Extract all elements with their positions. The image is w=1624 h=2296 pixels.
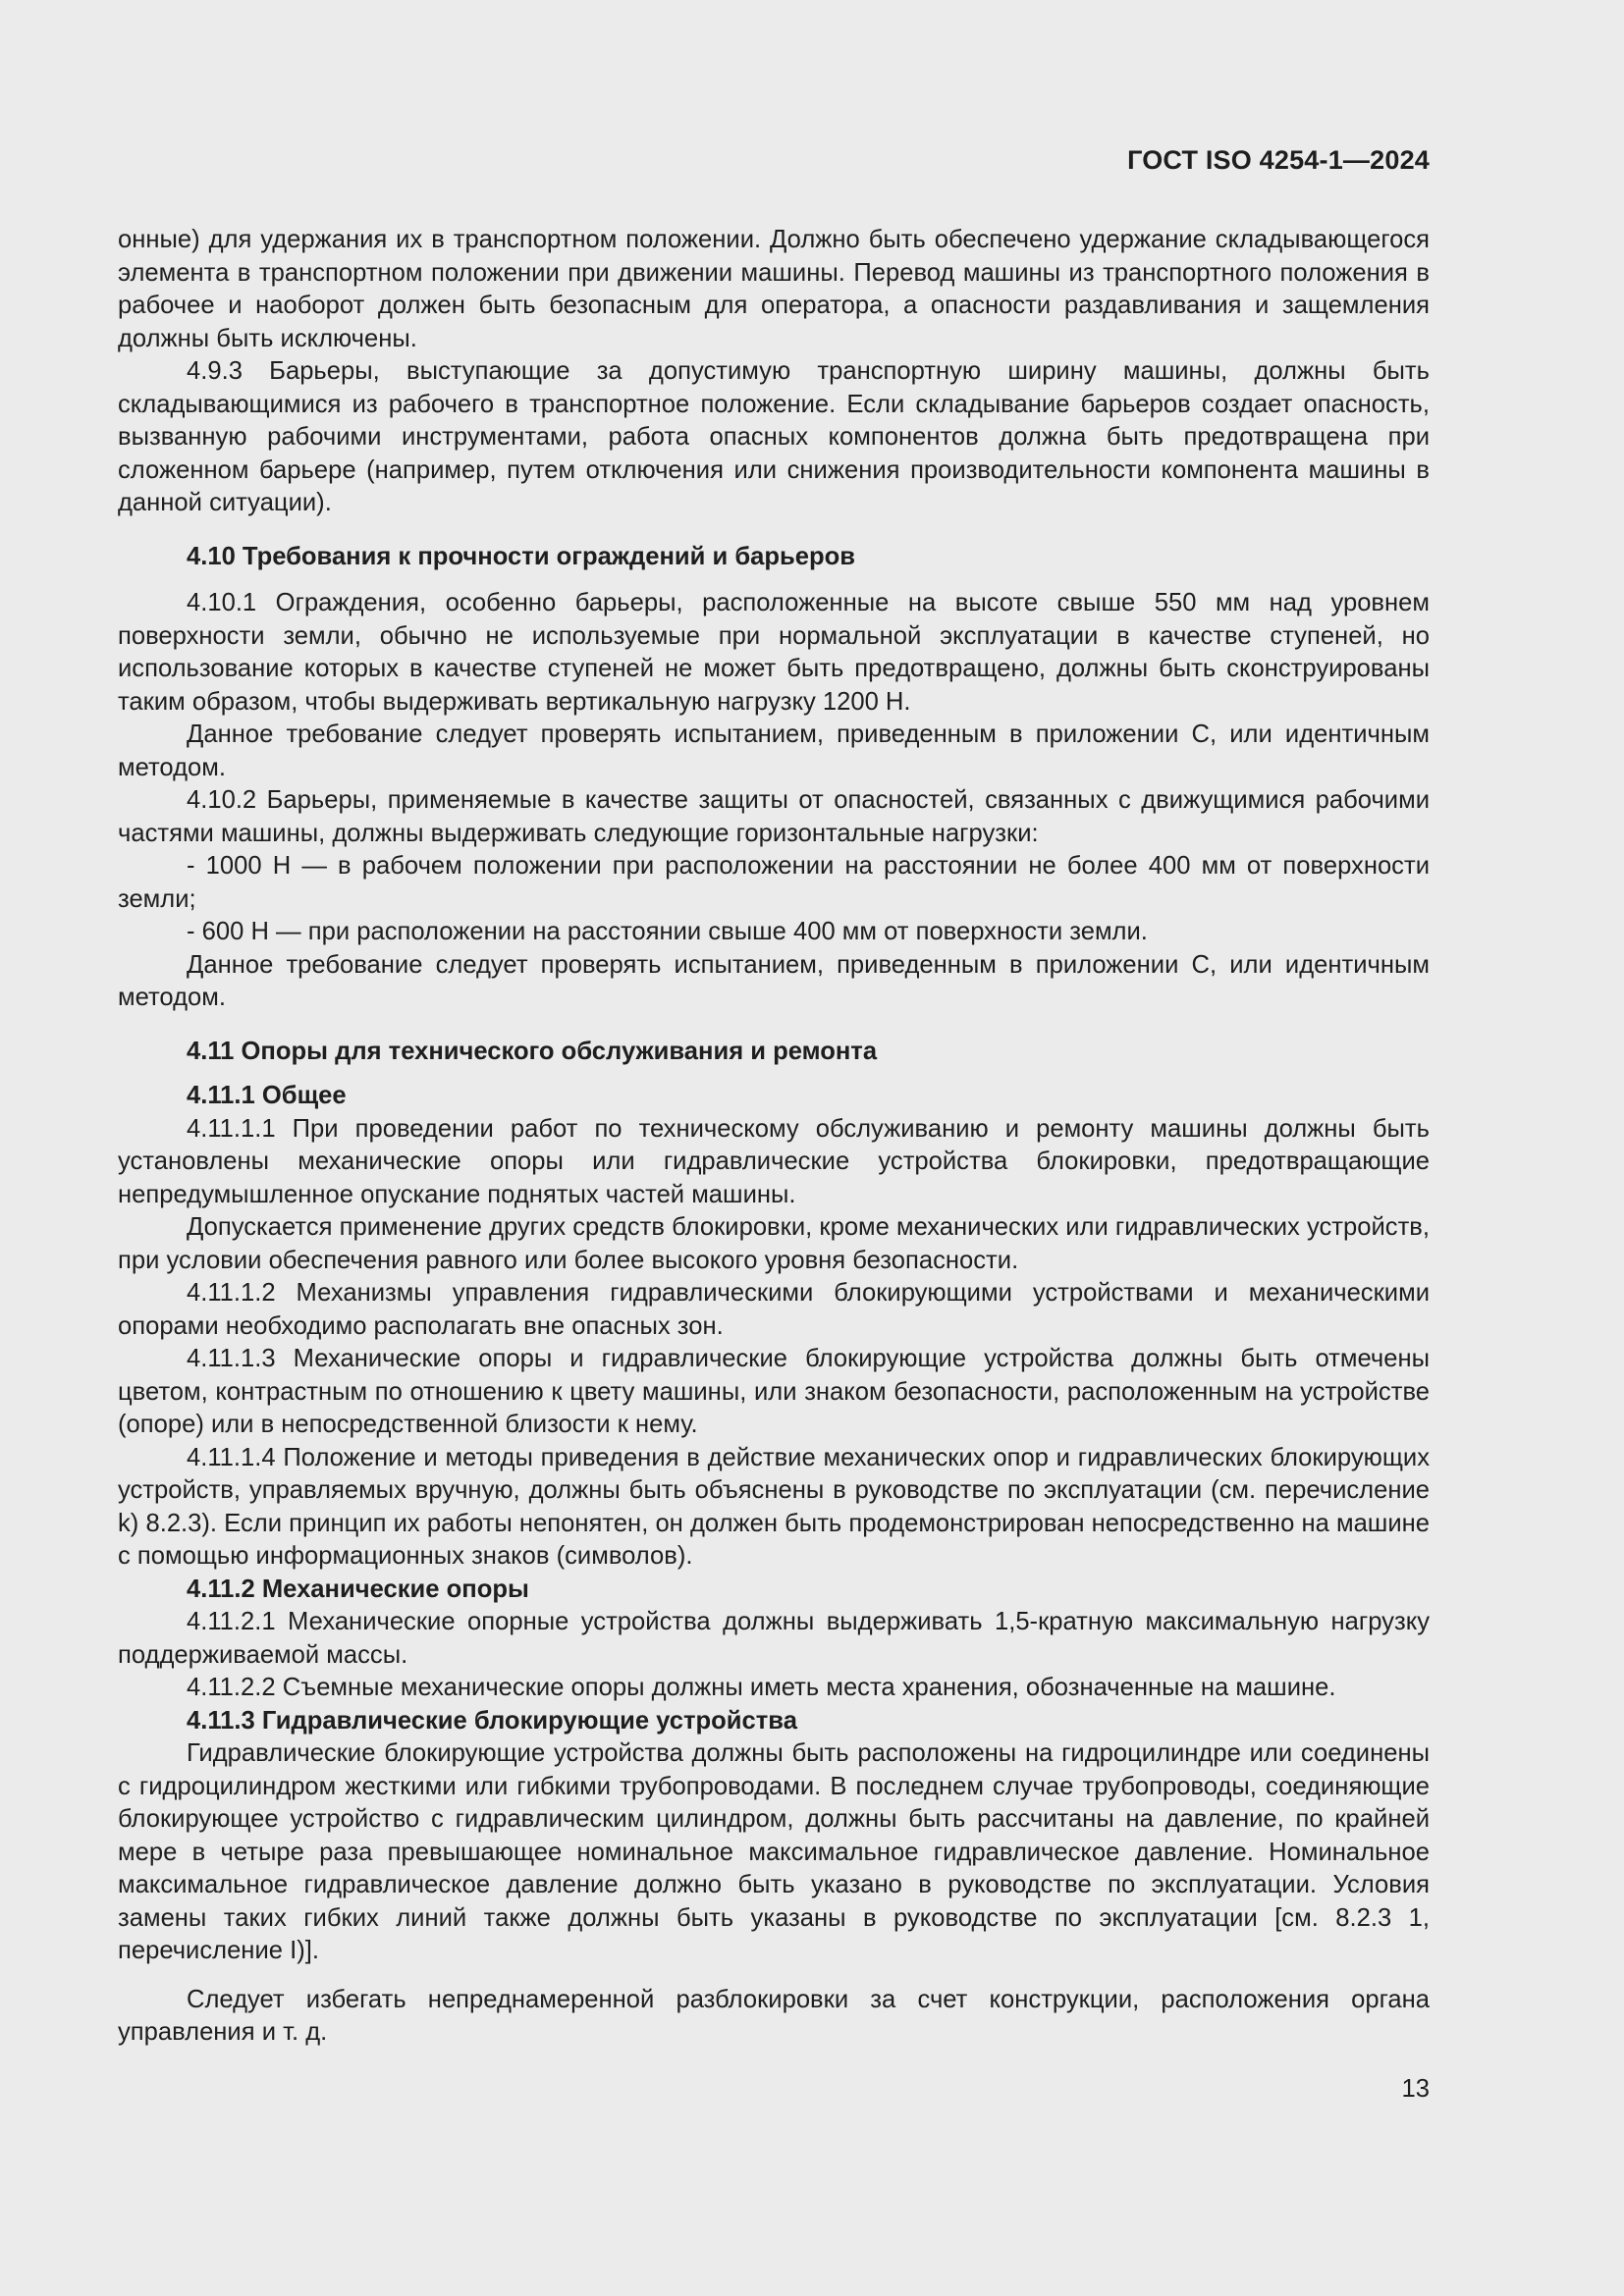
- paragraph-4-11-1-4: 4.11.1.4 Положение и методы приведения в действие механических опор и гидравлических блокирующих устройств, управляемых вручную, должны быть объяснены в руководстве по эксплуатации (см. перечисление k) 8.2.3). Если принцип их работы непонятен, он должен быть продемонстрирован непосредственно на машине с помощью информационных знаков (символов).: [118, 1443, 1430, 1570]
- paragraph-4-11-2-2: 4.11.2.2 Съемные механические опоры должны иметь места хранения, обозначенные на машине.: [187, 1674, 1336, 1701]
- paragraph-verification-1: Данное требование следует проверять испытанием, приведенным в приложении С, или идентичным методом.: [118, 721, 1430, 781]
- paragraph-other-means: Допускается применение других средств блокировки, кроме механических или гидравлических устройств, при условии обеспечения равного или более высокого уровня безопасности.: [118, 1213, 1430, 1274]
- list-item-load-1000: - 1000 Н — в рабочем положении при расположении на расстоянии не более 400 мм от поверхности земли;: [118, 852, 1430, 913]
- paragraph-verification-2: Данное требование следует проверять испытанием, приведенным в приложении С, или идентичным методом.: [118, 950, 1430, 1011]
- paragraph-4-11-2-1: 4.11.2.1 Механические опорные устройства должны выдерживать 1,5-кратную максимальную нагрузку поддерживаемой массы.: [118, 1608, 1430, 1669]
- list-item-load-600: - 600 Н — при расположении на расстоянии свыше 400 мм от поверхности земли.: [187, 918, 1148, 945]
- subsection-heading-4-11-2: 4.11.2 Механические опоры: [187, 1575, 529, 1603]
- paragraph-4-11-1-1: 4.11.1.1 При проведении работ по техническому обслуживанию и ремонту машины должны быть установлены механические опоры или гидравлические устройства блокировки, предотвращающие непредумышленное опускание поднятых частей машины.: [118, 1114, 1430, 1208]
- paragraph-continuation: онные) для удержания их в транспортном положении. Должно быть обеспечено удержание складывающегося элемента в транспортном положении при движении машины. Перевод машины из транспортного положения в рабочее и наоборот должен быть безопасным для оператора, а опасности раздавливания и защемления должны быть исключены.: [118, 226, 1430, 352]
- page-body: [118, 224, 1430, 2050]
- paragraph-4-11-1-2: 4.11.1.2 Механизмы управления гидравлическими блокирующими устройствами и механическими опорами необходимо располагать вне опасных зон.: [118, 1279, 1430, 1340]
- paragraph-4-10-1: 4.10.1 Ограждения, особенно барьеры, расположенные на высоте свыше 550 мм над уровнем поверхности земли, обычно не используемые при нормальной эксплуатации в качестве ступеней, но использование которых в качестве ступеней не может быть предотвращено, должны быть сконструированы таким образом, чтобы выдерживать вертикальную нагрузку 1200 Н.: [118, 589, 1430, 716]
- paragraph-4-11-1-3: 4.11.1.3 Механические опоры и гидравлические блокирующие устройства должны быть отмечены цветом, контрастным по отношению к цвету машины, или знаком безопасности, расположенным на устройстве (опоре) или в непосредственной близости к нему.: [118, 1345, 1430, 1438]
- page-number: 13: [1401, 2075, 1430, 2103]
- paragraph-4-9-3: 4.9.3 Барьеры, выступающие за допустимую транспортную ширину машины, должны быть складывающимися из рабочего в транспортное положение. Если складывание барьеров создает опасность, вызванную рабочими инструментами, работа опасных компонентов должна быть предотвращена при сложенном барьере (например, путем отключения или снижения производительности компонента машины в данной ситуации).: [118, 357, 1430, 516]
- subsection-heading-4-11-1: 4.11.1 Общее: [187, 1082, 347, 1109]
- subsection-heading-4-11-3: 4.11.3 Гидравлические блокирующие устройства: [187, 1706, 797, 1735]
- paragraph-unintended-unlock: Следует избегать непреднамеренной разблокировки за счет конструкции, расположения органа управления и т. д.: [118, 1985, 1430, 2046]
- paragraph-4-10-2: 4.10.2 Барьеры, применяемые в качестве защиты от опасностей, связанных с движущимися рабочими частями машины, должны выдерживать следующие горизонтальные нагрузки:: [118, 786, 1430, 847]
- document-header: ГОСТ ISO 4254-1—2024: [1127, 145, 1430, 175]
- paragraph-hydraulic-locking: Гидравлические блокирующие устройства должны быть расположены на гидроцилиндре или соединены с гидроцилиндром жесткими или гибкими трубопроводами. В последнем случае трубопроводы, соединяющие блокирующее устройство с гидравлическим цилиндром, должны быть рассчитаны на давление, по крайней мере в четыре раза превышающее номинальное максимальное гидравлическое давление. Номинальное максимальное гидравлическое давление должно быть указано в руководстве по эксплуатации. Условия замены таких гибких линий также должны быть указаны в руководстве по эксплуатации [см. 8.2.3 1, перечисление I)].: [118, 1739, 1430, 1964]
- section-heading-4-11: 4.11 Опоры для технического обслуживания и ремонта: [187, 1037, 878, 1065]
- section-heading-4-10: 4.10 Требования к прочности ограждений и барьеров: [187, 542, 855, 570]
